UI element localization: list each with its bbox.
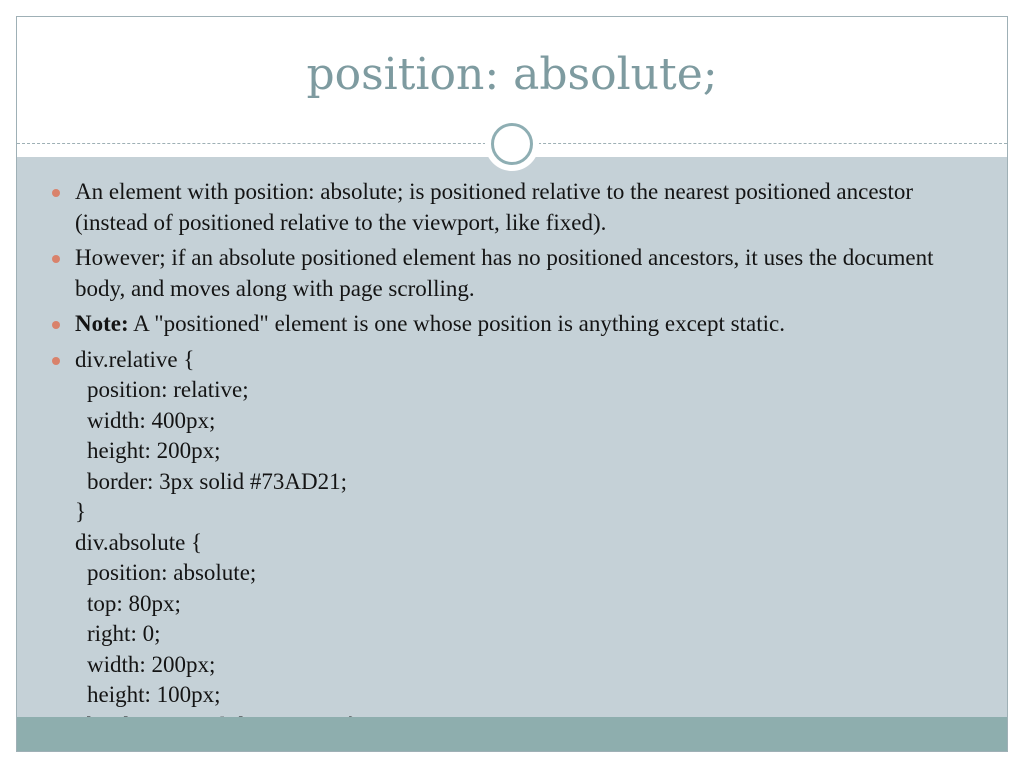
code-line: position: absolute; [87,560,257,585]
bullet-dot-icon [52,255,60,263]
bullet-text: An element with position: absolute; is positioned relative to the nearest positioned ancestor (instead of positioned relative to the viewport, like fixed). [75,179,914,235]
code-line: right: 0; [87,621,161,646]
slide-content [47,177,977,746]
code-line: width: 200px; [87,651,216,677]
code-line: div.relative { [75,346,195,372]
code-line: height: 200px; [87,438,221,463]
list-item [47,309,977,340]
bullet-text: However; if an absolute positioned element has no positioned ancestors, it uses the document body, and moves along with page scrolling. [75,245,934,301]
code-line: width: 400px; [87,407,216,433]
list-item [47,177,977,238]
bullet-list [47,177,977,741]
list-item [47,243,977,304]
bullet-dot-icon [52,357,60,365]
code-line: div.absolute { [75,529,203,555]
slide-title: position: absolute; [306,49,718,100]
code-line: border: 3px solid #73AD21; [87,468,348,494]
code-list-item [47,345,977,742]
divider-ornament [485,117,539,171]
slide [16,16,1008,752]
code-line: height: 100px; [87,682,221,707]
code-line: } [75,499,87,524]
bottom-band [17,717,1007,751]
code-line: position: relative; [87,377,249,402]
bullet-dot-icon [52,321,60,329]
bullet-text: A "positioned" element is one whose position is anything except static. [128,311,785,336]
bullet-dot-icon [52,189,60,197]
note-label: Note: [75,311,129,336]
circle-ornament-icon [491,123,533,165]
code-line: top: 80px; [87,590,181,616]
